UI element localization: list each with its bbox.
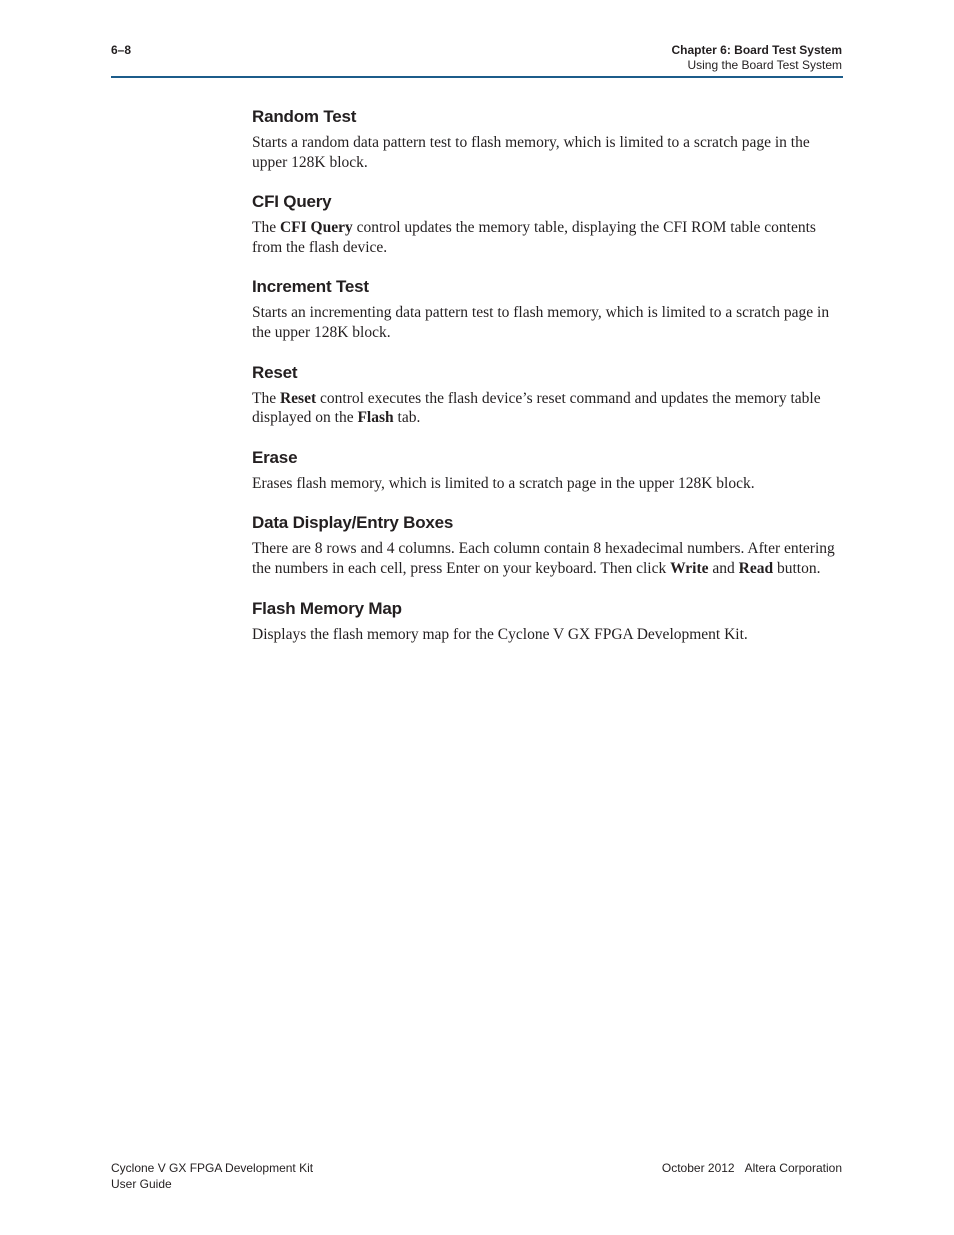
section-body: Displays the flash memory map for the Cyclone V GX FPGA Development Kit. — [252, 625, 748, 643]
body-text: control updates the memory table, displaying the CFI ROM table contents from the flash device. — [252, 219, 816, 256]
doc-title: Cyclone V GX FPGA Development Kit — [111, 1161, 314, 1175]
section-body — [252, 539, 844, 578]
page-content — [252, 106, 844, 644]
section-heading: Increment Test — [252, 277, 369, 297]
running-header — [672, 43, 843, 73]
section-cfi-query — [252, 191, 844, 257]
control-name: CFI Query — [279, 219, 353, 237]
body-text: and — [708, 559, 739, 577]
doc-subtitle: User Guide — [111, 1177, 172, 1191]
body-text: The — [252, 219, 280, 237]
section-body — [252, 218, 844, 257]
section-body: Erases flash memory, which is limited to a scratch page in the upper 128K block. — [252, 474, 755, 492]
chapter-title: Chapter 6: Board Test System — [671, 43, 842, 57]
body-text: button. — [773, 559, 821, 577]
page-number: 6–8 — [111, 43, 132, 57]
body-text: control executes the flash device’s reset command and updates the memory table displayed on the — [252, 389, 821, 427]
section-body — [252, 389, 844, 428]
footer-publisher-info — [662, 1160, 842, 1176]
section-data-display — [252, 512, 844, 578]
section-body: Starts a random data pattern test to flash memory, which is limited to a scratch page in the upper 128K block. — [252, 134, 810, 171]
company-name: Altera Corporation — [744, 1161, 842, 1175]
body-text: There are 8 rows and 4 columns. Each column contain 8 hexadecimal numbers. After entering the numbers in each cell, press Enter on your keyboard. Then click — [252, 540, 835, 577]
section-heading: Erase — [252, 447, 298, 467]
control-name: Reset — [279, 389, 317, 407]
section-heading: CFI Query — [252, 192, 332, 212]
body-text: The — [252, 389, 280, 407]
body-text: tab. — [393, 409, 421, 427]
footer-doc-info — [111, 1160, 313, 1192]
publish-date: October 2012 — [661, 1161, 735, 1175]
section-heading: Data Display/Entry Boxes — [252, 513, 454, 533]
section-erase — [252, 447, 844, 494]
section-increment-test — [252, 276, 844, 342]
button-name: Read — [738, 559, 774, 577]
button-name: Write — [670, 559, 709, 577]
tab-name: Flash — [357, 409, 394, 427]
section-random-test — [252, 106, 844, 172]
section-title: Using the Board Test System — [687, 58, 842, 72]
section-heading: Random Test — [252, 107, 357, 126]
section-heading: Reset — [252, 362, 298, 382]
section-heading: Flash Memory Map — [252, 598, 402, 618]
section-flash-memory-map — [252, 598, 844, 645]
header-rule — [111, 76, 843, 78]
section-reset — [252, 362, 844, 428]
section-body: Starts an incrementing data pattern test to flash memory, which is limited to a scratch page in the upper 128K block. — [252, 304, 830, 341]
